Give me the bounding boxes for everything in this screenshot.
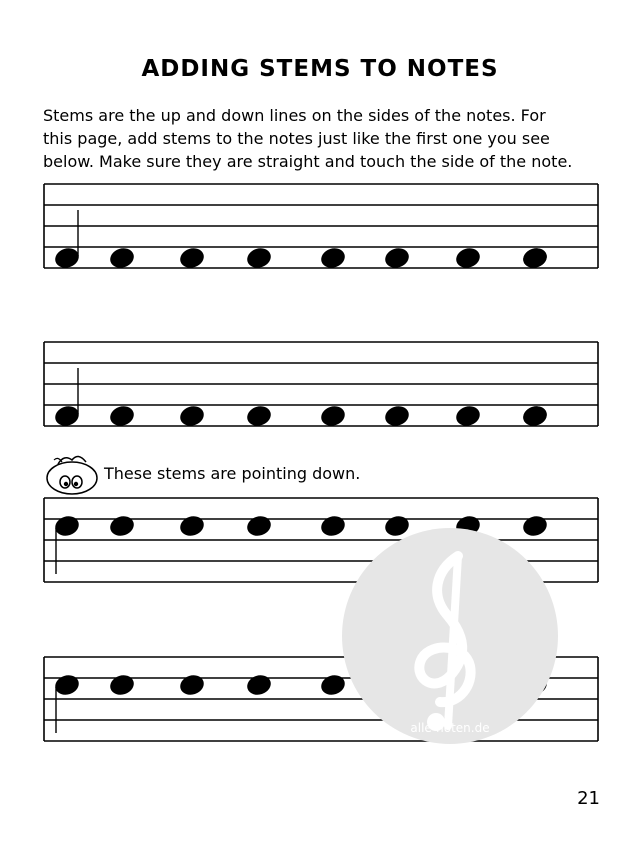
notehead: [245, 245, 274, 270]
tip-text: These stems are pointing down.: [104, 464, 361, 483]
intro-line: below. Make sure they are straight and touch the side of the note.: [43, 152, 573, 171]
notehead: [178, 672, 207, 697]
notehead: [245, 403, 274, 428]
page-title: ADDING STEMS TO NOTES: [141, 56, 499, 82]
notehead: [53, 513, 82, 538]
notehead: [178, 245, 207, 270]
notehead: [521, 403, 550, 428]
notehead: [178, 513, 207, 538]
tip-callout: [44, 452, 444, 496]
notehead: [521, 245, 550, 270]
notehead: [454, 403, 483, 428]
notehead: [108, 245, 137, 270]
intro-line: Stems are the up and down lines on the sides of the notes. For: [43, 106, 546, 125]
notehead: [108, 513, 137, 538]
notehead: [245, 513, 274, 538]
notehead: [383, 403, 412, 428]
notehead: [53, 245, 82, 270]
notehead: [245, 672, 274, 697]
notehead: [108, 672, 137, 697]
watermark-treble-clef-logo: [340, 526, 560, 746]
notehead: [108, 403, 137, 428]
page-number: 21: [577, 788, 600, 809]
notehead: [454, 245, 483, 270]
cartoon-face-icon: [44, 452, 100, 496]
notehead: [319, 245, 348, 270]
notehead: [178, 403, 207, 428]
notehead: [53, 672, 82, 697]
notehead: [53, 403, 82, 428]
watermark-text: alle-noten.de: [410, 721, 490, 735]
intro-line: this page, add stems to the notes just like the first one you see: [43, 129, 550, 148]
notehead: [319, 403, 348, 428]
notehead: [383, 245, 412, 270]
